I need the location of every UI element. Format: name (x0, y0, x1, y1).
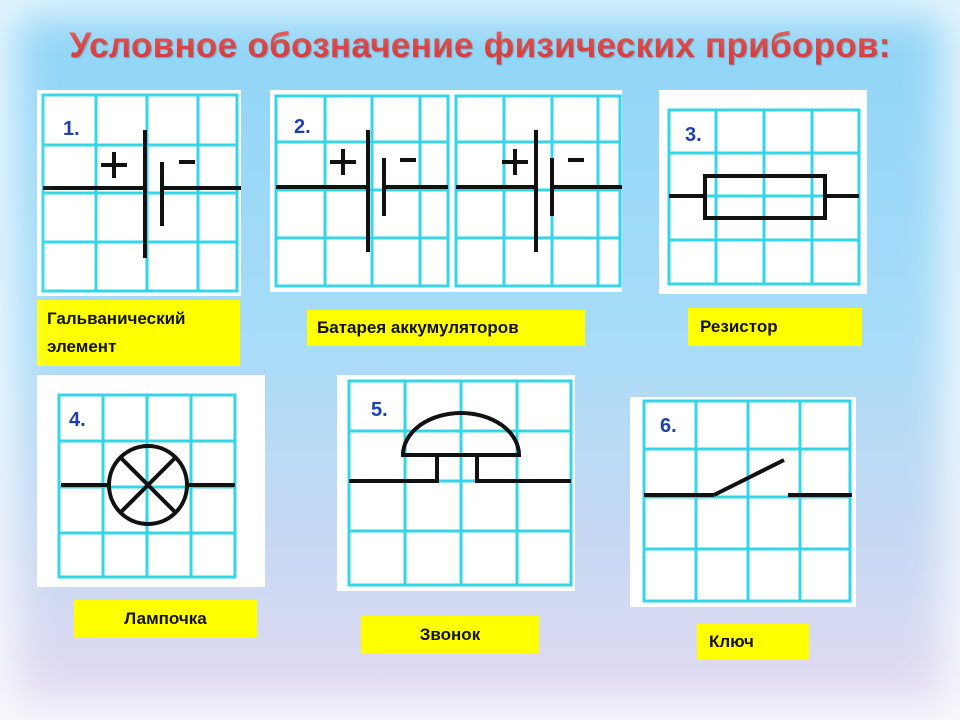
resistor-label: Резистор (688, 308, 862, 346)
item-3-number: 3. (685, 124, 702, 146)
battery-symbol (270, 90, 622, 292)
switch-panel (630, 397, 856, 607)
bell-label: Звонок (361, 616, 539, 654)
battery-panel (270, 90, 622, 292)
lamp-label: Лампочка (74, 600, 257, 638)
page-title: Условное обозначение физических приборов: (69, 26, 891, 65)
item-2-number: 2. (294, 116, 311, 138)
item-6-number: 6. (660, 415, 677, 437)
lamp-symbol (37, 375, 265, 587)
item-1-number: 1. (63, 118, 80, 140)
resistor-panel (659, 90, 867, 294)
galvanic-cell-label: Гальванический элемент (37, 300, 240, 366)
switch-label: Ключ (697, 624, 809, 660)
galvanic-cell-panel (37, 90, 241, 296)
item-4-number: 4. (69, 409, 86, 431)
lamp-panel (37, 375, 265, 587)
resistor-symbol (659, 90, 867, 294)
item-5-number: 5. (371, 399, 388, 421)
bell-panel (337, 375, 575, 591)
battery-label: Батарея аккумуляторов (307, 310, 585, 346)
